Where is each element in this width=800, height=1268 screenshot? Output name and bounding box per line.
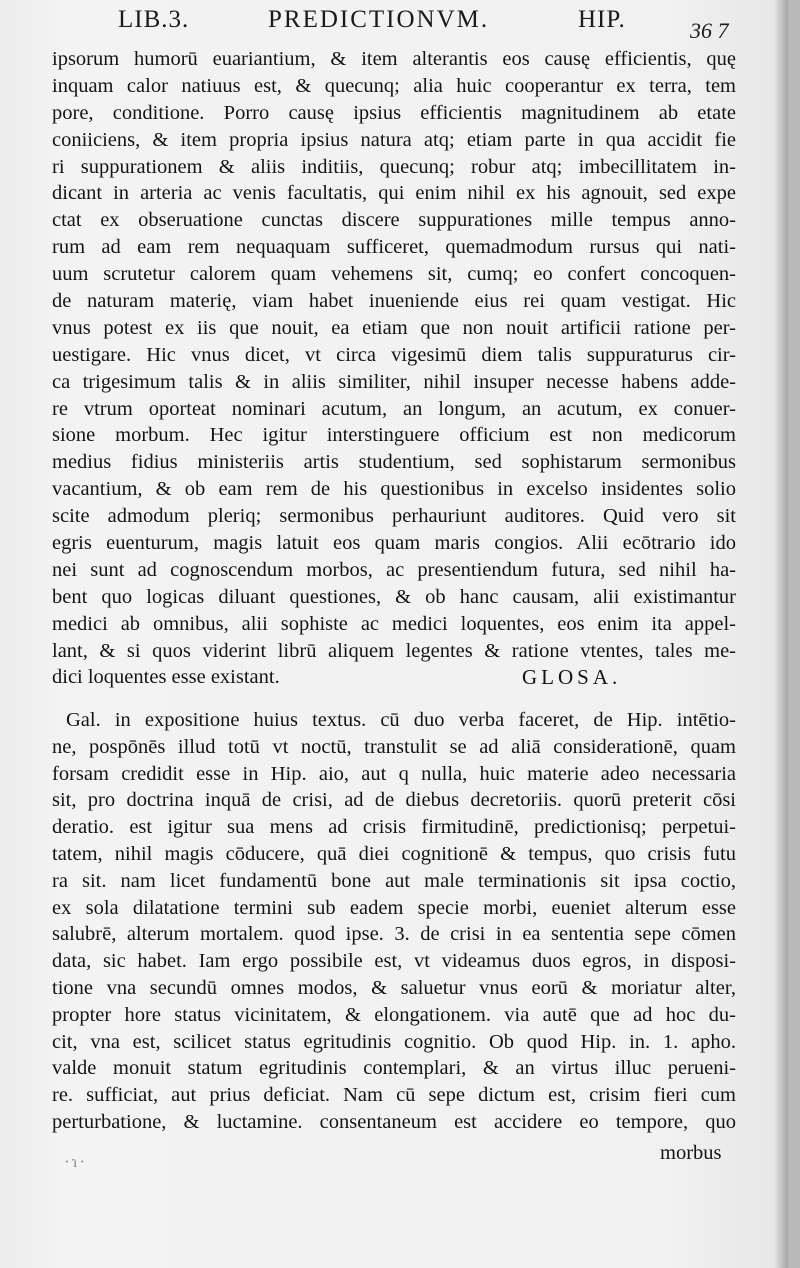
glosa-line: propter hore status vicinitatem, & elongationem. via autē que ad hoc du- [52, 1003, 736, 1026]
glosa-line: perturbatione, & luctamine. consentaneum est accidere eo tempore, quo [52, 1110, 736, 1133]
glosa-line: ne, pospōnēs illud totū vt noctū, transtulit se ad aliā considerationē, quam [52, 735, 736, 758]
glosa-line: valde monuit statum egritudinis contemplari, & an virtus illuc perueni- [52, 1057, 736, 1080]
text-line: rum ad eam rem nequaquam sufficeret, quemadmodum rursus qui nati- [52, 236, 736, 259]
text-line: de naturam materię, viam habet inueniende eius rei quam vestigat. Hic [52, 290, 736, 313]
text-line: medici ab omnibus, alii sophiste ac medici loquentes, eos enim ita appel- [52, 612, 736, 635]
glosa-line: data, sic habet. Iam ergo possibile est, vt videamus duos egros, in disposi- [52, 950, 736, 973]
running-head-title: PREDICTIONVM. [268, 6, 490, 33]
text-line: dicant in arteria ac venis facultatis, qui enim nihil ex his agnouit, sed expe [52, 182, 736, 205]
glosa-line: tione vna secundū omnes modos, & saluetur vnus eorū & moriatur alter, [52, 976, 736, 999]
text-line: vacantium, & ob eam rem de his questionibus in excelso insidentes solio [52, 478, 736, 501]
text-line: pore, conditione. Porro causę ipsius efficientis magnitudinem ab etate [52, 101, 736, 124]
running-head-book: LIB.3. [118, 6, 190, 33]
text-line: ctat ex obseruatione cunctas discere suppurationes mille tempus anno- [52, 209, 736, 232]
glosa-line: ra sit. nam licet fundamentū bone aut male terminationis sit ipsa coctio, [52, 869, 736, 892]
text-line: vnus potest ex iis que nouit, ea etiam que non nouit artificii ratione per- [52, 316, 736, 339]
text-line: re vtrum oporteat nominari acutum, an longum, an acutum, ex conuer- [52, 397, 736, 420]
text-line: ri suppurationem & aliis inditiis, quecunq; robur atq; imbecillitatem in- [52, 155, 736, 178]
text-line: medius fidius ministeriis artis studentium, sed sophistarum sermonibus [52, 451, 736, 474]
glosa-line: sit, pro doctrina inquā de crisi, ad de diebus decretoriis. quorū preterit cōsi [52, 789, 736, 812]
text-line: bent quo logicas diluant questiones, & ob hanc causam, alii existimantur [52, 585, 736, 608]
closing-line [52, 664, 736, 691]
catchword: morbus [660, 1142, 722, 1164]
glosa-text-block [52, 707, 736, 1136]
glosa-line: cit, vna est, scilicet status egritudinis cognitio. Ob quod Hip. in. 1. apho. [52, 1030, 736, 1053]
last-text-line: dici loquentes esse existant. [52, 666, 280, 689]
running-head-author: HIP. [578, 6, 626, 33]
glosa-heading: GLOSA. [522, 665, 622, 690]
text-line: egris euenturum, magis latuit eos quam maris congios. Alii ecōtrario ido [52, 532, 736, 555]
text-line: uestigare. Hic vnus dicet, vt circa vigesimū diem talis suppuraturus cir- [52, 343, 736, 366]
text-line: nei sunt ad cognoscendum morbos, ac presentiendum futura, sed nihil ha- [52, 558, 736, 581]
main-text-block [52, 46, 736, 691]
text-line: ipsorum humorū euariantium, & item alterantis eos causę efficientis, quę [52, 48, 736, 70]
glosa-line: re. sufficiat, aut prius deficiat. Nam cū sepe dictum est, crisim fieri cum [52, 1084, 736, 1107]
glosa-line: deratio. est igitur sua mens ad crisis firmitudinē, predictionisq; perpetui- [52, 816, 736, 839]
folio-number: 36 7 [690, 18, 729, 43]
glosa-line: salubrē, alterum mortalem. quod ipse. 3. de crisi in ea sententia sepe cōmen [52, 923, 736, 946]
text-line: coniiciens, & item propria ipsius natura atq; etiam parte in qua accidit fie [52, 128, 736, 151]
glosa-line: ex sola dilatatione termini sub eadem specie morbi, eueniet alterum esse [52, 896, 736, 919]
text-line: ca trigesimum talis & in aliis similiter, nihil insuper necesse habens adde- [52, 370, 736, 393]
bleed-through-mark: ·ɿ· [64, 1152, 87, 1171]
text-line: uum scrutetur calorem quam vehemens sit, cumq; eo confert concoquen- [52, 263, 736, 286]
glosa-line: forsam credidit esse in Hip. aio, aut q nulla, huic materie adeo necessaria [52, 762, 736, 785]
text-line: lant, & si quos viderint librū aliquem legentes & ratione vtentes, tales me- [52, 639, 736, 662]
running-head [118, 2, 758, 38]
glosa-line: Gal. in expositione huius textus. cū duo verba faceret, de Hip. intētio- [66, 709, 736, 731]
text-line: inquam calor natiuus est, & quecunq; alia huic cooperantur ex terra, tem [52, 74, 736, 97]
text-line: sione morbum. Hec igitur interstinguere officium est non medicorum [52, 424, 736, 447]
text-line: scite admodum pleriq; sermonibus perhauriunt auditores. Quid vero sit [52, 505, 736, 528]
glosa-line: tatem, nihil magis cōducere, quā diei cognitionē & tempus, quo crisis futu [52, 842, 736, 865]
